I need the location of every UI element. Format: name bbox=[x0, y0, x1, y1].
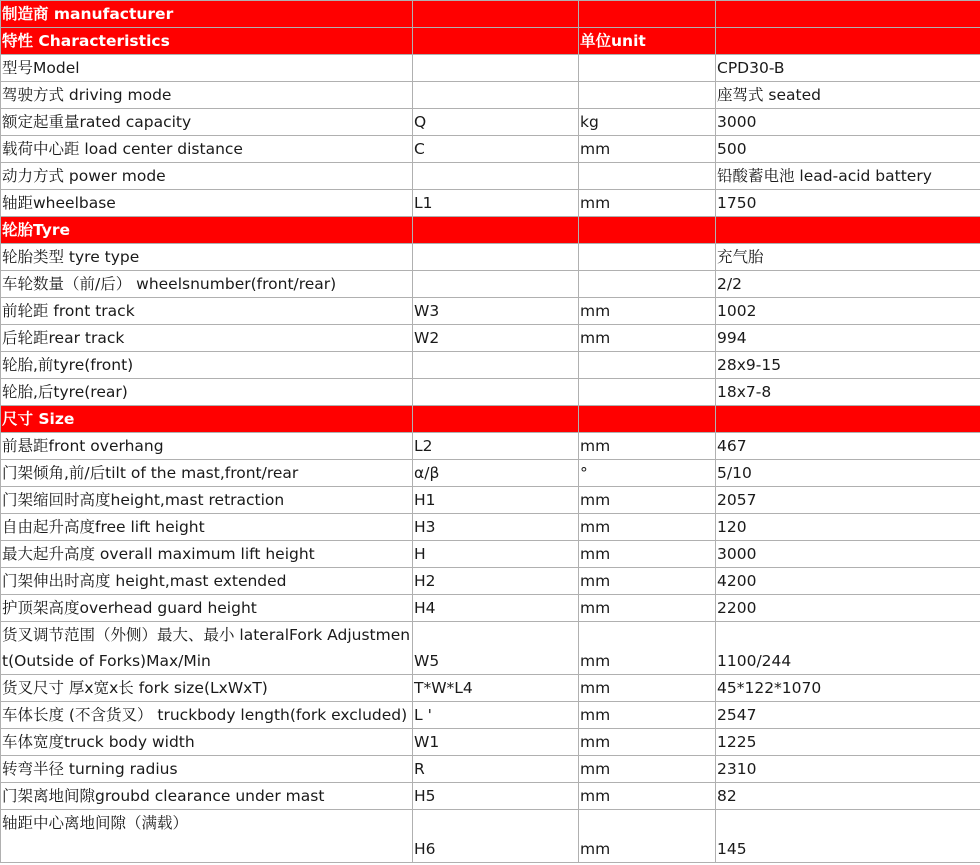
spec-name-cell: 前悬距front overhang bbox=[1, 433, 413, 460]
spec-row bbox=[1, 190, 980, 217]
spec-name-cell: 型号Model bbox=[1, 55, 413, 82]
spec-name-cell: 转弯半径 turning radius bbox=[1, 756, 413, 783]
spec-row bbox=[1, 244, 980, 271]
spec-unit-cell: mm bbox=[579, 298, 716, 325]
spec-value-cell bbox=[716, 28, 980, 55]
spec-symbol-cell: α/β bbox=[413, 460, 579, 487]
spec-unit-cell bbox=[579, 406, 716, 433]
spec-value-cell: 994 bbox=[716, 325, 980, 352]
spec-symbol-cell: Q bbox=[413, 109, 579, 136]
spec-value-cell: 3000 bbox=[716, 541, 980, 568]
spec-body bbox=[1, 1, 980, 863]
spec-value-cell: 2/2 bbox=[716, 271, 980, 298]
spec-name-cell: 自由起升高度free lift height bbox=[1, 514, 413, 541]
spec-name-cell: 护顶架高度overhead guard height bbox=[1, 595, 413, 622]
spec-name-cell: 门架离地间隙groubd clearance under mast bbox=[1, 783, 413, 810]
spec-name-cell: 门架倾角,前/后tilt of the mast,front/rear bbox=[1, 460, 413, 487]
spec-symbol-cell: H3 bbox=[413, 514, 579, 541]
section-header-row bbox=[1, 406, 980, 433]
spec-value-cell: 1750 bbox=[716, 190, 980, 217]
spec-row bbox=[1, 271, 980, 298]
spec-unit-cell: mm bbox=[579, 810, 716, 863]
spec-name-cell: 驾驶方式 driving mode bbox=[1, 82, 413, 109]
spec-value-cell bbox=[716, 406, 980, 433]
spec-value-cell: 4200 bbox=[716, 568, 980, 595]
spec-unit-cell: mm bbox=[579, 675, 716, 702]
spec-row bbox=[1, 514, 980, 541]
spec-name-cell: 前轮距 front track bbox=[1, 298, 413, 325]
spec-value-cell: 500 bbox=[716, 136, 980, 163]
spec-unit-cell bbox=[579, 271, 716, 298]
spec-symbol-cell: T*W*L4 bbox=[413, 675, 579, 702]
spec-unit-cell: mm bbox=[579, 729, 716, 756]
spec-symbol-cell: C bbox=[413, 136, 579, 163]
spec-symbol-cell bbox=[413, 406, 579, 433]
spec-symbol-cell bbox=[413, 352, 579, 379]
spec-symbol-cell: H5 bbox=[413, 783, 579, 810]
spec-name-cell: 最大起升高度 overall maximum lift height bbox=[1, 541, 413, 568]
spec-unit-cell: mm bbox=[579, 756, 716, 783]
spec-symbol-cell: L1 bbox=[413, 190, 579, 217]
spec-symbol-cell: R bbox=[413, 756, 579, 783]
spec-row bbox=[1, 433, 980, 460]
spec-symbol-cell: W2 bbox=[413, 325, 579, 352]
spec-value-cell: 18x7-8 bbox=[716, 379, 980, 406]
spec-name-cell: 动力方式 power mode bbox=[1, 163, 413, 190]
spec-name-cell: 额定起重量rated capacity bbox=[1, 109, 413, 136]
spec-symbol-cell: H2 bbox=[413, 568, 579, 595]
spec-symbol-cell: H1 bbox=[413, 487, 579, 514]
spec-symbol-cell bbox=[413, 379, 579, 406]
spec-name-cell: 载荷中心距 load center distance bbox=[1, 136, 413, 163]
spec-unit-cell bbox=[579, 55, 716, 82]
spec-row bbox=[1, 541, 980, 568]
spec-symbol-cell: W5 bbox=[413, 622, 579, 675]
spec-row bbox=[1, 756, 980, 783]
spec-row bbox=[1, 487, 980, 514]
spec-name-cell: 后轮距rear track bbox=[1, 325, 413, 352]
spec-value-cell: 1225 bbox=[716, 729, 980, 756]
spec-row bbox=[1, 109, 980, 136]
spec-symbol-cell bbox=[413, 55, 579, 82]
spec-row bbox=[1, 352, 980, 379]
spec-value-cell: 3000 bbox=[716, 109, 980, 136]
spec-unit-cell: mm bbox=[579, 433, 716, 460]
spec-value-cell: 82 bbox=[716, 783, 980, 810]
spec-name-cell: 轮胎类型 tyre type bbox=[1, 244, 413, 271]
spec-name-cell: 轮胎Tyre bbox=[1, 217, 413, 244]
spec-value-cell: 28x9-15 bbox=[716, 352, 980, 379]
spec-row bbox=[1, 675, 980, 702]
spec-name-cell: 轮胎,前tyre(front) bbox=[1, 352, 413, 379]
spec-row bbox=[1, 702, 980, 729]
spec-symbol-cell: L ' bbox=[413, 702, 579, 729]
spec-value-cell: 5/10 bbox=[716, 460, 980, 487]
spec-name-cell: 制造商 manufacturer bbox=[1, 1, 413, 28]
spec-value-cell: 1002 bbox=[716, 298, 980, 325]
spec-unit-cell: mm bbox=[579, 541, 716, 568]
spec-row bbox=[1, 82, 980, 109]
spec-name-cell: 货叉尺寸 厚x宽x长 fork size(LxWxT) bbox=[1, 675, 413, 702]
spec-unit-cell bbox=[579, 244, 716, 271]
spec-value-cell: 120 bbox=[716, 514, 980, 541]
spec-unit-cell bbox=[579, 379, 716, 406]
spec-symbol-cell: W3 bbox=[413, 298, 579, 325]
spec-name-cell: 轴距wheelbase bbox=[1, 190, 413, 217]
spec-unit-cell: mm bbox=[579, 622, 716, 675]
spec-unit-cell bbox=[579, 1, 716, 28]
spec-row bbox=[1, 729, 980, 756]
spec-row bbox=[1, 460, 980, 487]
spec-name-cell: 特性 Characteristics bbox=[1, 28, 413, 55]
spec-row bbox=[1, 595, 980, 622]
spec-symbol-cell: W1 bbox=[413, 729, 579, 756]
spec-symbol-cell bbox=[413, 28, 579, 55]
spec-name-cell: 门架伸出时高度 height,mast extended bbox=[1, 568, 413, 595]
spec-unit-cell: mm bbox=[579, 487, 716, 514]
spec-unit-cell: mm bbox=[579, 568, 716, 595]
spec-row bbox=[1, 622, 980, 675]
spec-name-cell: 车体长度 (不含货叉） truckbody length(fork excluded) bbox=[1, 702, 413, 729]
spec-row bbox=[1, 568, 980, 595]
spec-symbol-cell bbox=[413, 163, 579, 190]
spec-name-cell: 货叉调节范围（外侧）最大、最小 lateralFork Adjustment(Outside of Forks)Max/Min bbox=[1, 622, 413, 675]
spec-value-cell: 467 bbox=[716, 433, 980, 460]
spec-value-cell: 2547 bbox=[716, 702, 980, 729]
spec-unit-cell: mm bbox=[579, 325, 716, 352]
spec-symbol-cell bbox=[413, 1, 579, 28]
spec-row bbox=[1, 298, 980, 325]
spec-name-cell: 尺寸 Size bbox=[1, 406, 413, 433]
spec-value-cell: 充气胎 bbox=[716, 244, 980, 271]
spec-symbol-cell: L2 bbox=[413, 433, 579, 460]
spec-name-cell: 轴距中心离地间隙（满载） bbox=[1, 810, 413, 863]
spec-symbol-cell bbox=[413, 271, 579, 298]
spec-row bbox=[1, 325, 980, 352]
spec-name-cell: 轮胎,后tyre(rear) bbox=[1, 379, 413, 406]
spec-unit-cell: mm bbox=[579, 514, 716, 541]
spec-row bbox=[1, 55, 980, 82]
spec-unit-cell: mm bbox=[579, 595, 716, 622]
spec-unit-cell: mm bbox=[579, 136, 716, 163]
spec-value-cell: 145 bbox=[716, 810, 980, 863]
section-header-row bbox=[1, 28, 980, 55]
spec-value-cell: 2057 bbox=[716, 487, 980, 514]
section-header-row bbox=[1, 217, 980, 244]
spec-name-cell: 车轮数量（前/后） wheelsnumber(front/rear) bbox=[1, 271, 413, 298]
spec-value-cell: 铅酸蓄电池 lead-acid battery bbox=[716, 163, 980, 190]
spec-row bbox=[1, 379, 980, 406]
spec-value-cell: 45*122*1070 bbox=[716, 675, 980, 702]
spec-name-cell: 车体宽度truck body width bbox=[1, 729, 413, 756]
spec-unit-cell: mm bbox=[579, 783, 716, 810]
spec-unit-cell: ° bbox=[579, 460, 716, 487]
spec-unit-cell: mm bbox=[579, 190, 716, 217]
spec-symbol-cell: H6 bbox=[413, 810, 579, 863]
spec-value-cell: CPD30-B bbox=[716, 55, 980, 82]
section-header-row bbox=[1, 1, 980, 28]
spec-unit-cell bbox=[579, 163, 716, 190]
spec-value-cell bbox=[716, 1, 980, 28]
spec-unit-cell: 单位unit bbox=[579, 28, 716, 55]
spec-row bbox=[1, 136, 980, 163]
spec-unit-cell bbox=[579, 82, 716, 109]
spec-unit-cell: kg bbox=[579, 109, 716, 136]
spec-symbol-cell: H4 bbox=[413, 595, 579, 622]
spec-unit-cell bbox=[579, 352, 716, 379]
spec-unit-cell bbox=[579, 217, 716, 244]
spec-symbol-cell: H bbox=[413, 541, 579, 568]
spec-row bbox=[1, 163, 980, 190]
spec-unit-cell: mm bbox=[579, 702, 716, 729]
spec-value-cell: 2200 bbox=[716, 595, 980, 622]
spec-symbol-cell bbox=[413, 244, 579, 271]
spec-name-cell: 门架缩回时高度height,mast retraction bbox=[1, 487, 413, 514]
spec-value-cell: 2310 bbox=[716, 756, 980, 783]
spec-value-cell: 1100/244 bbox=[716, 622, 980, 675]
spec-symbol-cell bbox=[413, 82, 579, 109]
spec-row bbox=[1, 810, 980, 863]
spec-value-cell: 座驾式 seated bbox=[716, 82, 980, 109]
spec-symbol-cell bbox=[413, 217, 579, 244]
spec-row bbox=[1, 783, 980, 810]
spec-value-cell bbox=[716, 217, 980, 244]
